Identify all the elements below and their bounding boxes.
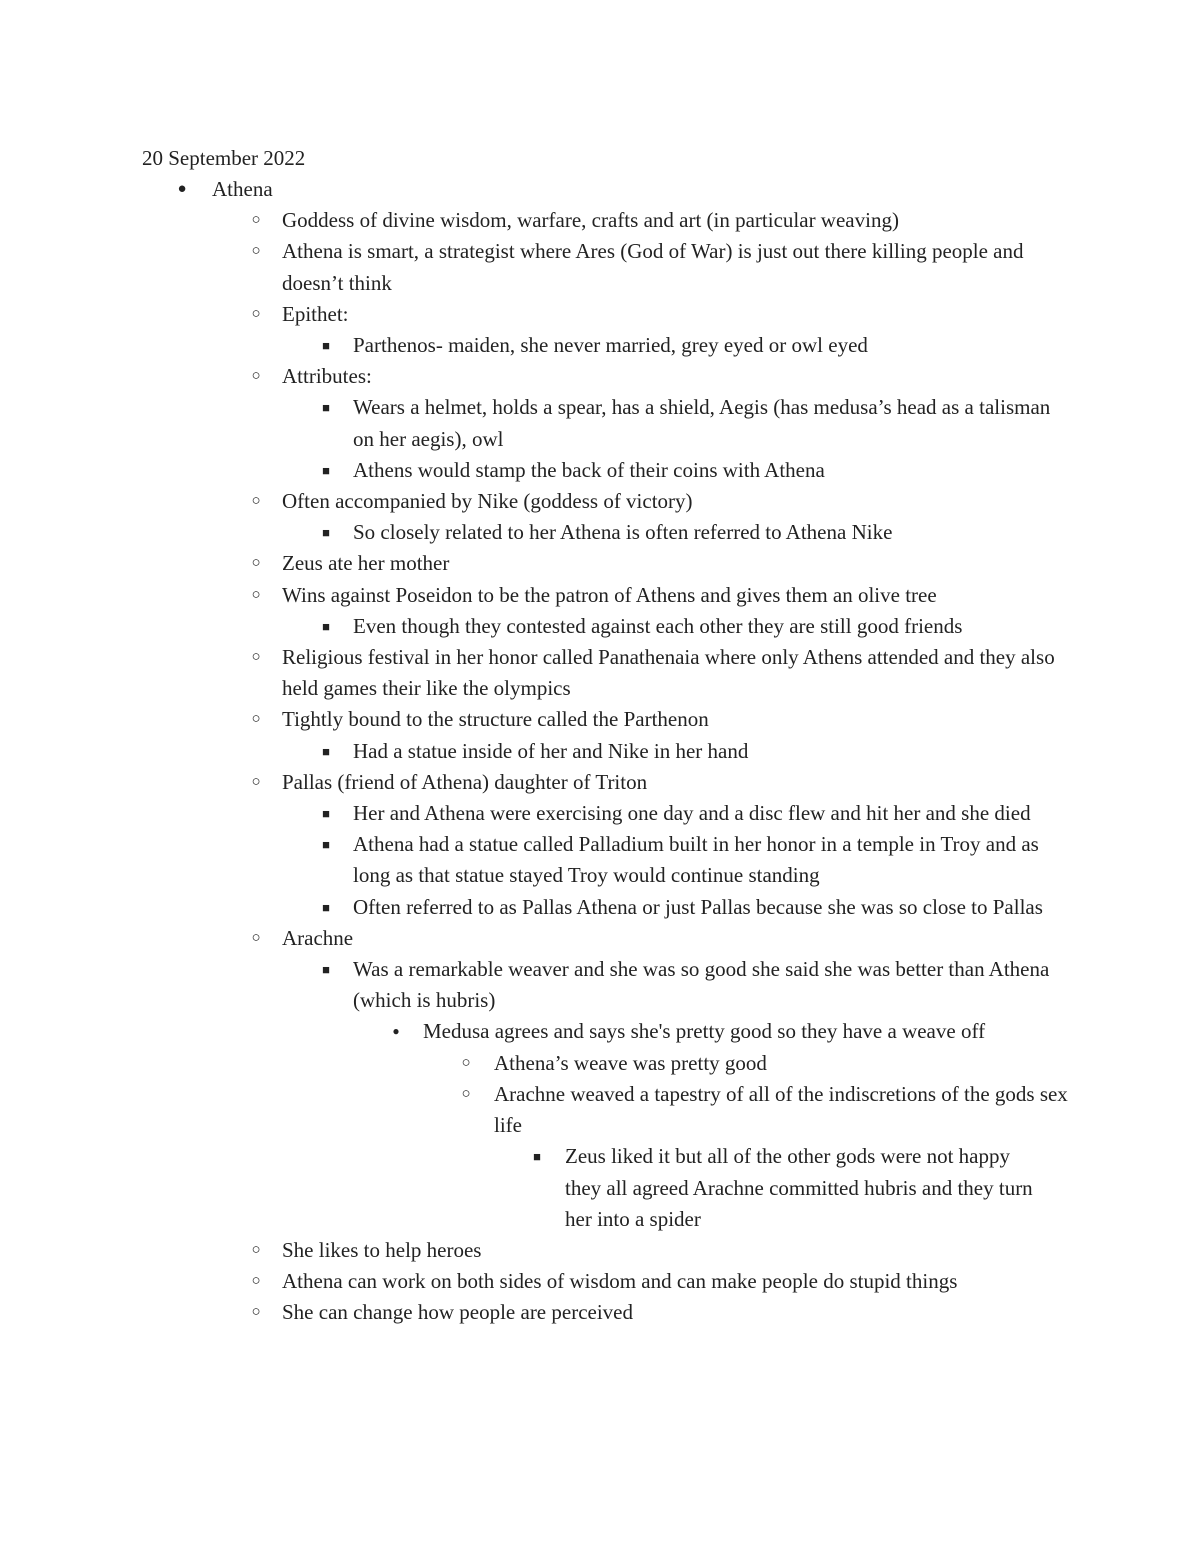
outline-item-level-5 <box>0 1079 1200 1141</box>
bullet-circle-icon: ○ <box>251 1273 261 1290</box>
outline-item-text: She can change how people are perceived <box>282 1300 633 1325</box>
document-date: 20 September 2022 <box>142 146 306 170</box>
bullet-circle-icon: ○ <box>251 493 261 510</box>
outline-item-text: So closely related to her Athena is often referred to Athena Nike <box>353 520 893 545</box>
outline-item-level-3 <box>0 954 1200 1016</box>
bullet-disc-icon: ● <box>177 181 187 197</box>
bullet-circle-icon: ○ <box>251 586 261 603</box>
outline-item-text: Arachne <box>282 925 354 950</box>
outline-item-level-2 <box>0 1266 1200 1297</box>
outline-item-level-4 <box>0 1016 1200 1047</box>
bullet-square-icon: ■ <box>322 618 330 634</box>
bullet-circle-icon: ○ <box>251 1304 261 1321</box>
bullet-square-icon: ■ <box>322 743 330 759</box>
outline-item-level-6 <box>0 1141 1200 1235</box>
bullet-square-icon: ■ <box>322 899 330 915</box>
bullet-circle-icon: ○ <box>251 649 261 666</box>
bullet-circle-icon: ○ <box>251 368 261 385</box>
outline-item-level-2 <box>0 205 1200 236</box>
outline-item-level-3 <box>0 330 1200 361</box>
bullet-square-icon: ■ <box>533 1149 541 1165</box>
bullet-circle-icon: ○ <box>251 929 261 946</box>
outline-item-text: Often referred to as Pallas Athena or just Pallas because she was so close to Pallas <box>353 894 1043 919</box>
bullet-disc-icon: ● <box>392 1024 400 1039</box>
outline-item-text: Pallas (friend of Athena) daughter of Triton <box>282 769 648 794</box>
outline-item-text: Had a statue inside of her and Nike in her hand <box>353 738 749 763</box>
bullet-square-icon: ■ <box>322 400 330 416</box>
outline-item-text: Athens would stamp the back of their coins with Athena <box>353 457 825 482</box>
outline-item-text: Even though they contested against each other they are still good friends <box>353 613 963 638</box>
outline-item-text: Zeus ate her mother <box>282 551 450 576</box>
bullet-square-icon: ■ <box>322 806 330 822</box>
outline-item-level-2 <box>0 486 1200 517</box>
outline-item-text: Wears a helmet, holds a spear, has a shield, Aegis (has medusa’s head as a talisman on her aegis), owl <box>353 395 1051 451</box>
outline-item-text: Epithet: <box>282 301 349 326</box>
outline-item-text: Her and Athena were exercising one day and a disc flew and hit her and she died <box>353 801 1031 826</box>
outline-item-text: She likes to help heroes <box>282 1237 482 1262</box>
outline-item-level-2 <box>0 236 1200 298</box>
outline-item-text: Goddess of divine wisdom, warfare, crafts and art (in particular weaving) <box>282 208 899 233</box>
outline-item-level-2 <box>0 580 1200 611</box>
bullet-square-icon: ■ <box>322 962 330 978</box>
outline-item-text: Religious festival in her honor called Panathenaia where only Athens attended and they also held games their like the olympics <box>282 645 1055 701</box>
outline-item-level-2 <box>0 642 1200 704</box>
bullet-circle-icon: ○ <box>251 243 261 260</box>
outline-item-level-2 <box>0 1297 1200 1328</box>
outline-item-level-3 <box>0 517 1200 548</box>
outline-item-text: Medusa agrees and says she's pretty good so they have a weave off <box>423 1019 986 1044</box>
outline-item-text: Was a remarkable weaver and she was so good she said she was better than Athena (which is hubris) <box>353 957 1050 1013</box>
outline-item-text: Tightly bound to the structure called the Parthenon <box>282 707 709 732</box>
outline-item-level-2 <box>0 361 1200 392</box>
outline-item-text: Wins against Poseidon to be the patron of Athens and gives them an olive tree <box>282 582 937 607</box>
outline-item-text: Parthenos- maiden, she never married, grey eyed or owl eyed <box>353 333 868 358</box>
outline-item-text: Zeus liked it but all of the other gods were not happy they all agreed Arachne committed hubris and they turn her into a spider <box>565 1144 1033 1231</box>
outline-item-level-3 <box>0 455 1200 486</box>
outline-item-level-3 <box>0 892 1200 923</box>
outline-item-level-3 <box>0 611 1200 642</box>
outline-item-level-3 <box>0 829 1200 891</box>
notes-outline <box>0 174 1200 1329</box>
outline-item-level-2 <box>0 299 1200 330</box>
outline-item-level-2 <box>0 548 1200 579</box>
outline-item-level-2 <box>0 923 1200 954</box>
outline-item-text: Often accompanied by Nike (goddess of victory) <box>282 489 693 514</box>
bullet-square-icon: ■ <box>322 837 330 853</box>
outline-item-level-3 <box>0 736 1200 767</box>
bullet-square-icon: ■ <box>322 525 330 541</box>
outline-item-text: Athena is smart, a strategist where Ares (God of War) is just out there killing people and doesn’t think <box>282 239 1024 295</box>
outline-item-level-2 <box>0 767 1200 798</box>
bullet-square-icon: ■ <box>322 338 330 354</box>
outline-item-level-3 <box>0 392 1200 454</box>
outline-item-level-5 <box>0 1048 1200 1079</box>
outline-item-level-2 <box>0 1235 1200 1266</box>
outline-item-level-3 <box>0 798 1200 829</box>
bullet-circle-icon: ○ <box>251 555 261 572</box>
bullet-circle-icon: ○ <box>251 773 261 790</box>
outline-item-text: Athena <box>212 177 273 201</box>
outline-item-text: Athena can work on both sides of wisdom and can make people do stupid things <box>282 1269 958 1294</box>
outline-item-text: Arachne weaved a tapestry of all of the indiscretions of the gods sex life <box>494 1081 1068 1138</box>
outline-item-text: Attributes: <box>282 364 372 389</box>
bullet-square-icon: ■ <box>322 462 330 478</box>
bullet-circle-icon: ○ <box>251 305 261 322</box>
outline-item-text: Athena’s weave was pretty good <box>494 1050 767 1075</box>
bullet-circle-icon: ○ <box>461 1054 471 1071</box>
bullet-circle-icon: ○ <box>251 212 261 229</box>
bullet-circle-icon: ○ <box>461 1085 471 1102</box>
outline-item-level-2 <box>0 704 1200 735</box>
bullet-circle-icon: ○ <box>251 711 261 728</box>
outline-item-text: Athena had a statue called Palladium built in her honor in a temple in Troy and as long as that statue stayed Troy would continue standing <box>353 832 1039 888</box>
bullet-circle-icon: ○ <box>251 1241 261 1258</box>
outline-item-level-1 <box>0 174 1200 205</box>
